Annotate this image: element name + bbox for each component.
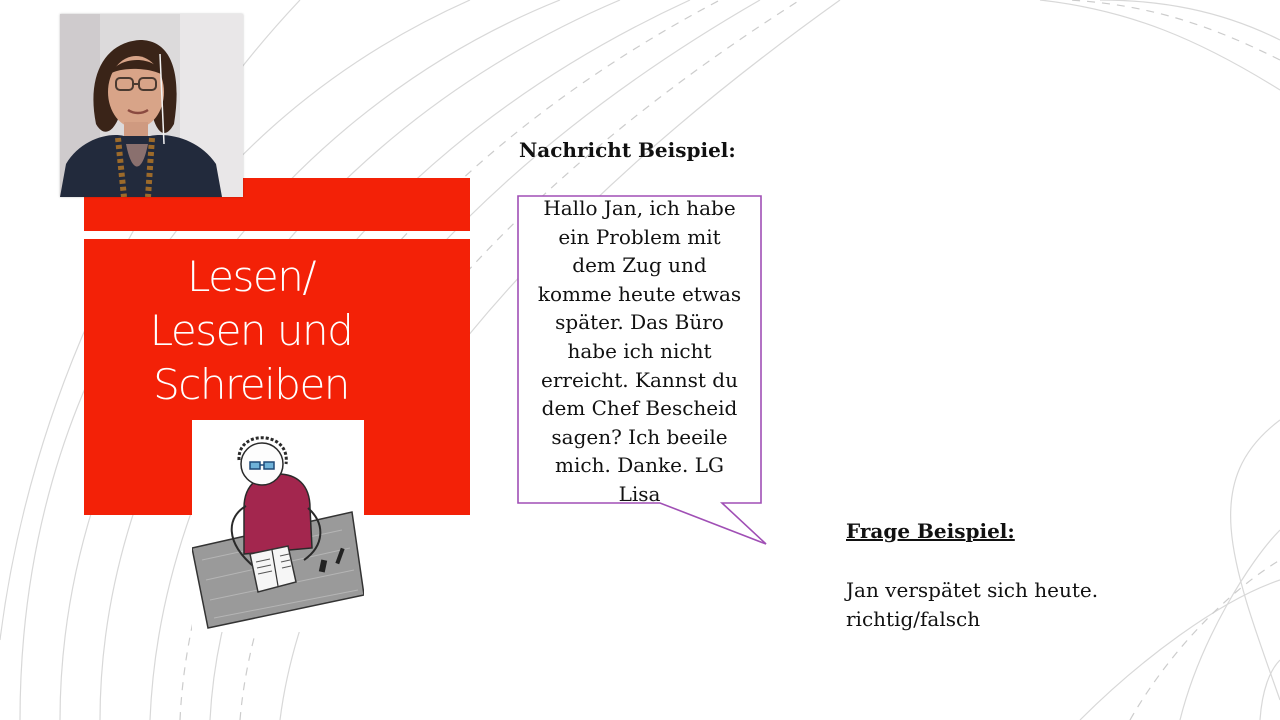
message-line: später. Das Büro <box>555 310 724 335</box>
title-line-2: Lesen und <box>149 306 353 355</box>
message-line: erreicht. Kannst du <box>541 367 738 392</box>
question-text <box>846 576 1098 634</box>
message-line: Hallo Jan, ich habe <box>543 196 736 220</box>
message-line: ein Problem mit <box>558 224 721 249</box>
presenter-webcam <box>60 14 243 197</box>
question-heading: Frage Beispiel: <box>846 519 1015 543</box>
message-line: sagen? Ich beeile <box>551 424 728 449</box>
message-line: habe ich nicht <box>567 338 712 363</box>
message-line: Lisa <box>618 481 661 506</box>
person-reading-illustration <box>192 420 364 632</box>
message-text <box>522 194 757 509</box>
message-heading: Nachricht Beispiel: <box>519 138 736 162</box>
message-line: dem Chef Bescheid <box>541 396 738 421</box>
question-line-2: richtig/falsch <box>846 607 981 631</box>
message-line: dem Zug und <box>572 253 707 278</box>
title-line-3: Schreiben <box>153 360 349 409</box>
slide-title <box>84 250 418 412</box>
title-line-1: Lesen/ <box>187 252 315 301</box>
message-line: komme heute etwas <box>537 281 742 306</box>
question-line-1: Jan verspätet sich heute. <box>846 578 1099 602</box>
message-line: mich. Danke. LG <box>555 453 724 478</box>
